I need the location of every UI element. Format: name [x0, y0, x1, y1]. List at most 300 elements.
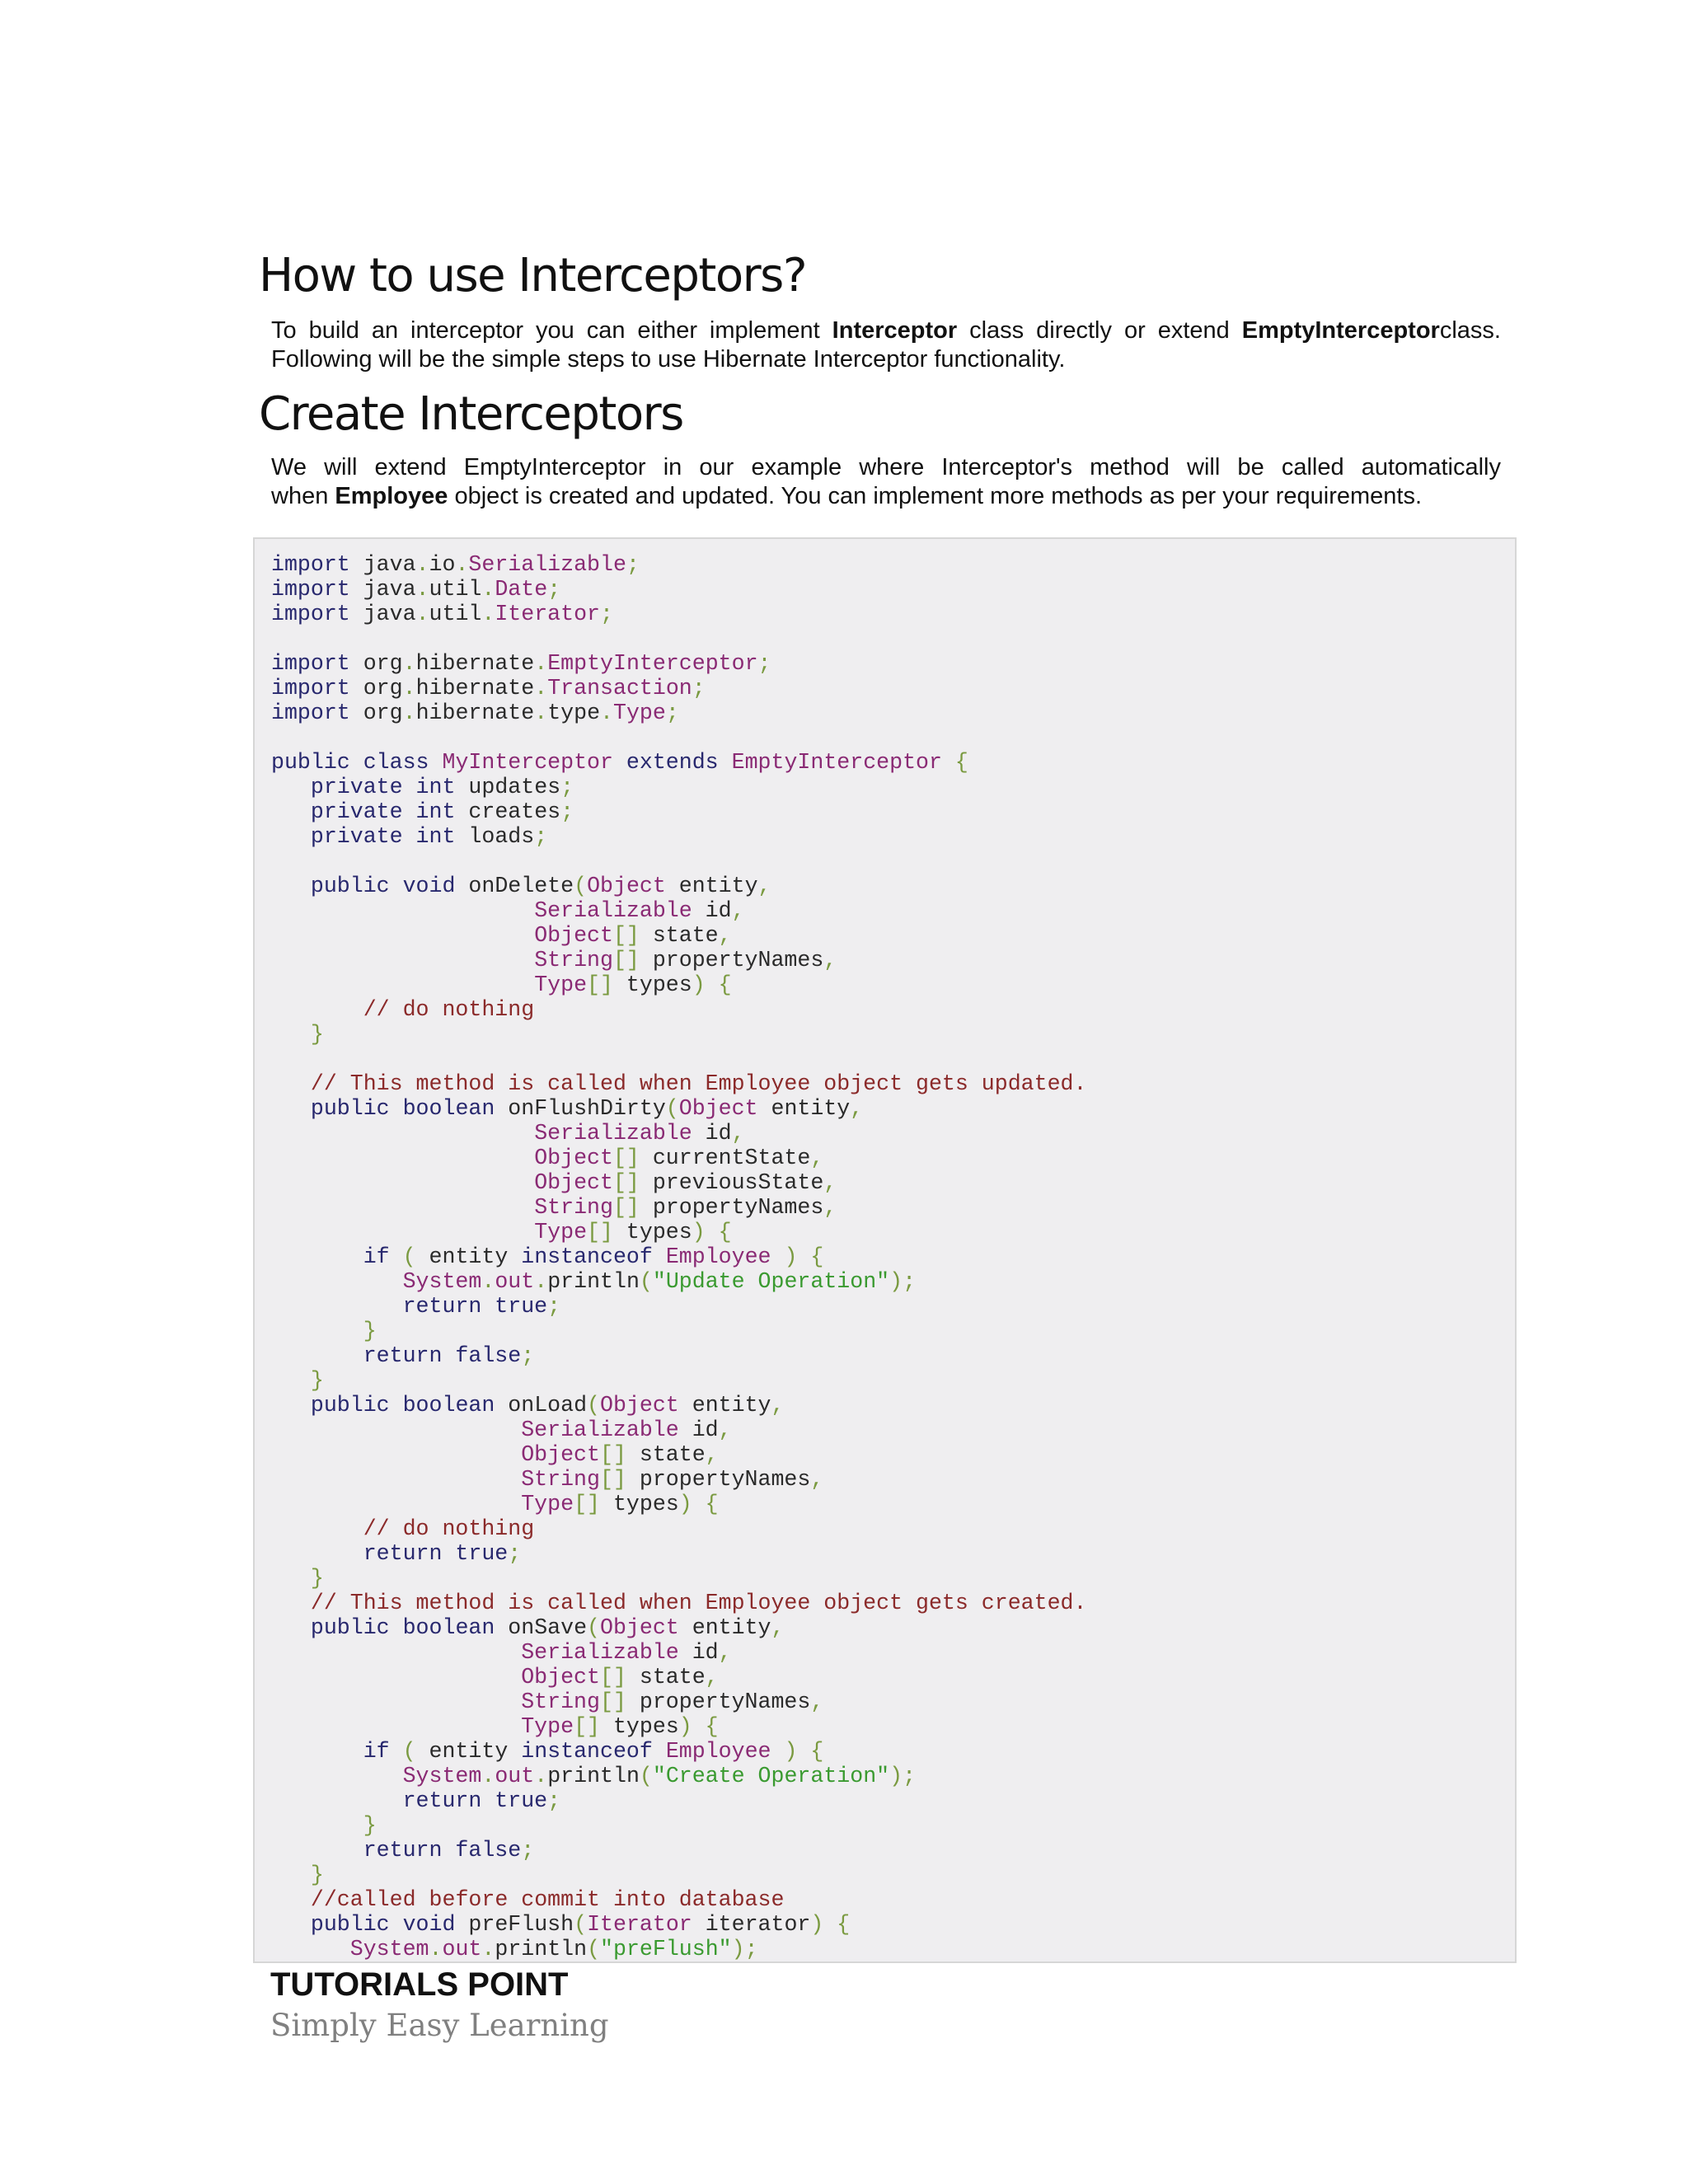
code-token: ) {: [678, 1492, 719, 1516]
code-token: [271, 923, 534, 948]
section-heading-how-to-use: How to use Interceptors?: [259, 249, 807, 302]
code-token: Serializable: [534, 1121, 692, 1146]
code-token: []: [599, 1690, 626, 1714]
code-line: [271, 874, 771, 898]
create-line-2: [271, 482, 1501, 511]
code-token: [271, 1739, 363, 1764]
code-token: // do nothing: [363, 1516, 535, 1541]
code-token: [271, 1294, 403, 1319]
code-token: types: [599, 1492, 679, 1516]
code-token: ) {: [784, 1739, 824, 1764]
code-token: .: [534, 651, 548, 676]
code-token: Serializable: [468, 552, 626, 577]
code-token: Object: [521, 1665, 600, 1690]
code-token: instanceof: [521, 1739, 653, 1764]
code-token: return false: [363, 1343, 522, 1368]
code-token: ;: [534, 824, 548, 849]
code-token: [271, 1665, 521, 1690]
code-token: //called before commit into database: [310, 1887, 785, 1912]
code-token: out: [495, 1764, 535, 1788]
code-token: .: [415, 552, 429, 577]
section-heading-create-interceptors: Create Interceptors: [259, 387, 683, 441]
code-token: [271, 1195, 534, 1220]
code-token: [271, 1813, 363, 1838]
code-token: }: [310, 1863, 324, 1887]
code-line: [271, 750, 968, 775]
code-line: [271, 1640, 732, 1665]
code-token: String: [521, 1467, 600, 1492]
code-token: [271, 1121, 534, 1146]
code-token: entity: [415, 1739, 522, 1764]
code-token: id: [692, 1121, 732, 1146]
code-token: state: [626, 1442, 706, 1467]
code-token: import: [271, 602, 350, 626]
code-token: private int: [310, 799, 456, 824]
code-token: [653, 1244, 666, 1269]
code-token: .: [415, 577, 429, 602]
code-token: []: [599, 1442, 626, 1467]
create-line-1: We will extend EmptyInterceptor in our example where Interceptor's method will be called automatically: [271, 454, 1501, 480]
code-token: String: [534, 1195, 613, 1220]
code-token: creates: [455, 799, 561, 824]
code-line: [271, 651, 771, 676]
code-token: ;: [626, 552, 640, 577]
code-token: [271, 1541, 363, 1566]
code-token: [271, 1516, 363, 1541]
code-token: // This method is called when Employee object gets updated.: [310, 1071, 1087, 1096]
code-line: [271, 1912, 850, 1937]
code-token: [271, 1319, 363, 1343]
code-token: Iterator: [495, 602, 601, 626]
code-token: [271, 1863, 311, 1887]
code-token: types: [599, 1714, 679, 1739]
code-token: iterator: [692, 1912, 811, 1937]
code-token: entity: [678, 1615, 771, 1640]
code-line: [271, 602, 613, 626]
code-token: org: [349, 651, 403, 676]
code-token: );: [889, 1269, 917, 1294]
code-token: id: [678, 1640, 719, 1665]
code-line: [271, 923, 732, 948]
code-token: private int: [310, 775, 456, 799]
code-token: currentState: [639, 1146, 811, 1170]
code-token: (: [639, 1269, 653, 1294]
code-token: Object: [678, 1096, 758, 1121]
code-line: [271, 775, 574, 799]
code-token: .: [402, 676, 416, 701]
code-token: [390, 1244, 403, 1269]
code-token: []: [599, 1665, 626, 1690]
code-token: ,: [731, 898, 745, 923]
code-line: [271, 1788, 560, 1813]
code-token: .: [481, 1937, 495, 1961]
text-run: class.: [1439, 317, 1501, 344]
code-token: // This method is called when Employee object gets created.: [310, 1591, 1087, 1615]
code-token: (: [402, 1739, 416, 1764]
code-token: Employee: [665, 1244, 771, 1269]
code-token: []: [574, 1714, 600, 1739]
bold-empty-interceptor: EmptyInterceptor: [1241, 317, 1440, 344]
code-token: .: [429, 1937, 443, 1961]
code-token: ;: [757, 651, 771, 676]
code-token: [271, 1269, 403, 1294]
code-token: hibernate: [415, 701, 535, 725]
code-token: import: [271, 701, 350, 725]
code-line: [271, 1418, 732, 1442]
code-token: if: [363, 1739, 390, 1764]
code-line: [271, 1368, 324, 1393]
code-token: instanceof: [521, 1244, 653, 1269]
code-token: org: [349, 676, 403, 701]
code-token: ,: [810, 1690, 824, 1714]
footer-tagline: Simply Easy Learning: [270, 2008, 609, 2043]
code-token: [271, 1887, 311, 1912]
code-token: [271, 948, 534, 972]
code-line: [271, 948, 837, 972]
code-line: [271, 824, 547, 849]
code-token: [271, 898, 534, 923]
code-token: java: [349, 552, 416, 577]
code-token: state: [626, 1665, 706, 1690]
code-token: [271, 1714, 521, 1739]
code-line: [271, 1269, 916, 1294]
intro-line-1: [271, 316, 1501, 345]
code-line: [271, 1294, 560, 1319]
code-token: .: [600, 701, 613, 725]
code-token: ;: [665, 701, 679, 725]
code-line: [271, 1739, 823, 1764]
code-token: []: [612, 1195, 640, 1220]
code-token: Type: [521, 1492, 574, 1516]
code-token: [271, 824, 311, 849]
code-token: EmptyInterceptor: [547, 651, 758, 676]
code-token: (: [574, 874, 588, 898]
code-token: System: [349, 1937, 429, 1961]
code-token: [942, 750, 955, 775]
code-token: println: [547, 1269, 640, 1294]
code-token: ;: [521, 1343, 535, 1368]
code-token: ;: [560, 799, 574, 824]
code-token: [271, 874, 311, 898]
code-token: {: [954, 750, 968, 775]
code-token: [271, 1591, 311, 1615]
code-token: [271, 1566, 311, 1591]
code-token: EmptyInterceptor: [731, 750, 942, 775]
code-token: ,: [850, 1096, 864, 1121]
code-token: Object: [534, 923, 613, 948]
code-token: .: [481, 577, 495, 602]
code-line: [271, 1220, 732, 1244]
code-token: ,: [823, 948, 837, 972]
code-token: util: [429, 602, 482, 626]
code-token: String: [521, 1690, 600, 1714]
code-line: [271, 552, 640, 577]
code-line: [271, 1467, 823, 1492]
code-token: ) {: [692, 972, 732, 997]
code-token: [271, 1393, 311, 1418]
code-line: [271, 898, 745, 923]
code-token: [271, 1442, 521, 1467]
code-token: [271, 1764, 403, 1788]
code-token: }: [310, 1566, 324, 1591]
code-line: [271, 1343, 534, 1368]
code-token: id: [692, 898, 732, 923]
code-line: [271, 1121, 745, 1146]
code-token: ) {: [678, 1714, 719, 1739]
code-token: [271, 1343, 363, 1368]
code-token: Object: [521, 1442, 600, 1467]
code-token: (: [587, 1393, 601, 1418]
code-token: [271, 1788, 403, 1813]
code-token: .: [534, 1764, 548, 1788]
code-token: (: [665, 1096, 679, 1121]
code-line: [271, 972, 732, 997]
code-token: System: [402, 1764, 482, 1788]
code-token: ;: [547, 577, 561, 602]
code-line: [271, 1690, 823, 1714]
code-line: [271, 1591, 1086, 1615]
code-token: import: [271, 651, 350, 676]
intro-paragraph: [271, 316, 1501, 374]
code-token: ;: [547, 1294, 561, 1319]
code-token: ,: [810, 1146, 824, 1170]
code-token: []: [612, 1170, 640, 1195]
code-token: [271, 1492, 521, 1516]
code-token: onFlushDirty: [495, 1096, 666, 1121]
code-token: [271, 775, 311, 799]
code-token: []: [574, 1492, 600, 1516]
code-token: [271, 1244, 363, 1269]
code-line: [271, 1096, 863, 1121]
code-token: [271, 1071, 311, 1096]
code-token: .: [481, 1269, 495, 1294]
text-run: To build an interceptor you can either implement: [271, 317, 832, 344]
code-token: Serializable: [521, 1640, 679, 1665]
code-token: [271, 997, 363, 1022]
code-token: .: [481, 602, 495, 626]
code-token: [271, 1220, 534, 1244]
code-line: [271, 1492, 719, 1516]
code-token: ,: [771, 1615, 785, 1640]
code-token: Type: [534, 1220, 588, 1244]
code-token: }: [310, 1368, 324, 1393]
code-line: [271, 1665, 719, 1690]
code-token: onDelete: [455, 874, 574, 898]
code-token: );: [889, 1764, 917, 1788]
code-token: out: [442, 1937, 482, 1961]
code-token: public void: [310, 874, 456, 898]
code-token: public boolean: [310, 1393, 495, 1418]
code-token: preFlush: [455, 1912, 574, 1937]
code-token: .: [534, 1269, 548, 1294]
code-line: [271, 1170, 837, 1195]
code-line: [271, 799, 574, 824]
code-token: types: [612, 1220, 692, 1244]
code-token: [271, 1690, 521, 1714]
code-token: Object: [534, 1146, 613, 1170]
text-run: when: [271, 483, 335, 509]
code-token: []: [587, 1220, 613, 1244]
code-token: (: [639, 1764, 653, 1788]
code-token: [271, 1096, 311, 1121]
code-line: [271, 701, 679, 725]
code-token: }: [310, 1022, 324, 1047]
code-token: propertyNames: [639, 948, 824, 972]
code-token: onLoad: [495, 1393, 588, 1418]
code-token: propertyNames: [626, 1467, 811, 1492]
code-token: // do nothing: [363, 997, 535, 1022]
code-token: []: [612, 1146, 640, 1170]
code-token: [271, 1937, 350, 1961]
code-token: ,: [771, 1393, 785, 1418]
code-token: org: [349, 701, 403, 725]
code-token: "Update Operation": [652, 1269, 890, 1294]
code-token: ,: [810, 1467, 824, 1492]
code-token: ,: [718, 1640, 732, 1665]
code-token: [271, 1640, 521, 1665]
code-token: .: [415, 602, 429, 626]
code-token: (: [587, 1615, 601, 1640]
code-token: public class: [271, 750, 429, 775]
code-token: public boolean: [310, 1096, 495, 1121]
code-line: [271, 1714, 719, 1739]
code-line: [271, 997, 534, 1022]
code-token: [771, 1739, 784, 1764]
code-token: []: [587, 972, 613, 997]
code-token: .: [481, 1764, 495, 1788]
code-token: []: [612, 923, 640, 948]
code-token: public boolean: [310, 1615, 495, 1640]
code-token: ) {: [810, 1912, 851, 1937]
code-token: [271, 1170, 534, 1195]
code-token: if: [363, 1244, 390, 1269]
code-line: [271, 1541, 521, 1566]
code-line: [271, 676, 706, 701]
code-token: .: [534, 701, 548, 725]
code-line: [271, 1863, 324, 1887]
code-token: hibernate: [415, 651, 535, 676]
code-token: Serializable: [534, 898, 692, 923]
code-token: System: [402, 1269, 482, 1294]
code-token: "Create Operation": [652, 1764, 890, 1788]
code-token: java: [349, 602, 416, 626]
code-line: [271, 1838, 534, 1863]
code-line: [271, 1566, 324, 1591]
code-token: entity: [678, 1393, 771, 1418]
code-line: [271, 577, 560, 602]
code-token: Object: [534, 1170, 613, 1195]
code-token: type: [547, 701, 601, 725]
code-token: .: [402, 651, 416, 676]
bold-employee: Employee: [335, 483, 448, 509]
code-token: state: [639, 923, 719, 948]
code-line: [271, 1764, 916, 1788]
code-token: ,: [757, 874, 771, 898]
code-line: [271, 1146, 823, 1170]
code-line: [271, 1195, 837, 1220]
intro-line-2: Following will be the simple steps to use Hibernate Interceptor functionality.: [271, 346, 1066, 373]
code-line: [271, 1937, 758, 1961]
code-token: []: [612, 948, 640, 972]
code-token: [653, 1739, 666, 1764]
code-token: import: [271, 676, 350, 701]
code-token: ;: [547, 1788, 561, 1813]
code-line: [271, 1022, 324, 1047]
code-token: (: [587, 1937, 601, 1961]
code-token: Employee: [665, 1739, 771, 1764]
code-token: return true: [402, 1788, 548, 1813]
code-token: Type: [521, 1714, 574, 1739]
code-token: propertyNames: [626, 1690, 811, 1714]
code-token: return true: [402, 1294, 548, 1319]
code-token: .: [402, 701, 416, 725]
code-token: ,: [823, 1170, 837, 1195]
code-token: MyInterceptor: [442, 750, 613, 775]
code-token: [271, 1418, 521, 1442]
code-token: .: [455, 552, 469, 577]
code-token: ,: [718, 923, 732, 948]
code-token: [271, 1912, 311, 1937]
code-token: io: [429, 552, 456, 577]
code-token: ,: [823, 1195, 837, 1220]
code-token: "preFlush": [600, 1937, 732, 1961]
code-line: [271, 1393, 784, 1418]
code-token: [613, 750, 626, 775]
code-token: onSave: [495, 1615, 588, 1640]
code-token: entity: [757, 1096, 851, 1121]
footer-brand: TUTORIALS POINT: [270, 1966, 569, 2003]
code-token: ) {: [692, 1220, 732, 1244]
code-line: [271, 1442, 719, 1467]
code-token: [390, 1739, 403, 1764]
code-token: ;: [521, 1838, 535, 1863]
code-token: }: [363, 1319, 377, 1343]
code-token: id: [678, 1418, 719, 1442]
code-block: [253, 537, 1517, 1963]
code-line: [271, 1813, 377, 1838]
code-token: hibernate: [415, 676, 535, 701]
code-token: println: [547, 1764, 640, 1788]
code-token: ;: [600, 602, 613, 626]
code-listing: [271, 552, 1086, 1961]
bold-interceptor: Interceptor: [832, 317, 958, 344]
code-token: Object: [587, 874, 666, 898]
code-token: ,: [705, 1442, 719, 1467]
code-token: [271, 1146, 534, 1170]
text-run: object is created and updated. You can implement more methods as per your requirements.: [448, 483, 1423, 509]
code-token: loads: [455, 824, 535, 849]
code-token: (: [402, 1244, 416, 1269]
code-token: ;: [692, 676, 706, 701]
code-token: Date: [495, 577, 548, 602]
code-token: Iterator: [587, 1912, 692, 1937]
code-token: propertyNames: [639, 1195, 824, 1220]
code-token: updates: [455, 775, 561, 799]
code-token: Serializable: [521, 1418, 679, 1442]
code-token: [271, 1467, 521, 1492]
code-token: ) {: [784, 1244, 824, 1269]
create-paragraph: [271, 453, 1501, 511]
code-token: ;: [508, 1541, 522, 1566]
code-line: [271, 1319, 377, 1343]
code-token: private int: [310, 824, 456, 849]
code-token: [271, 972, 534, 997]
code-token: ,: [718, 1418, 732, 1442]
code-token: [271, 1368, 311, 1393]
code-token: java: [349, 577, 416, 602]
code-token: [271, 1838, 363, 1863]
code-line: [271, 1244, 823, 1269]
